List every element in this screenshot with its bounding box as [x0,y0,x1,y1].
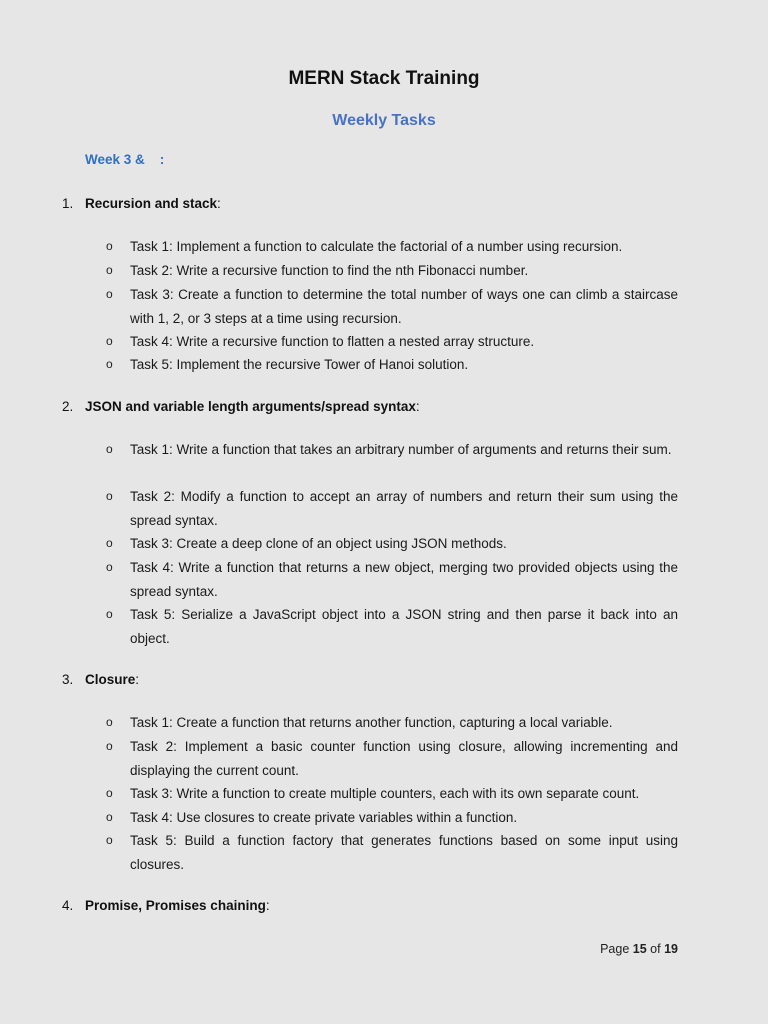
task-text: Task 1: Write a function that takes an arbitrary number of arguments and returns their sum. [130,442,672,457]
section-colon: : [217,196,221,211]
section-name: Promise, Promises chaining [85,898,266,913]
section-number: 4. [62,898,74,913]
list-item [106,735,678,782]
list-item [106,353,678,377]
task-text: Task 2: Modify a function to accept an array of numbers and return their sum using the spread syntax. [130,489,678,528]
section-name: Recursion and stack [85,196,218,211]
document-subtitle: Weekly Tasks [332,112,436,129]
section-heading [62,196,221,211]
list-item [106,711,678,735]
list-item [106,829,678,876]
list-item [106,603,678,650]
week-label: Week 3 & : [85,152,165,167]
list-item [106,485,678,532]
list-item [106,235,678,259]
list-item [106,532,678,556]
section-number: 3. [62,672,74,687]
list-item [106,259,678,283]
bullet-icon: o [106,489,113,503]
list-item [106,438,678,462]
bullet-icon: o [106,239,113,253]
bullet-icon: o [106,786,113,800]
task-text: Task 1: Create a function that returns another function, capturing a local variable. [130,715,613,730]
bullet-icon: o [106,357,113,371]
bullet-icon: o [106,263,113,277]
section-colon: : [415,399,420,414]
list-item [106,283,678,330]
current-page: 15 [632,942,647,956]
list-item [106,556,678,603]
list-item [106,330,678,354]
bullet-icon: o [106,287,113,301]
bullet-icon: o [106,739,113,753]
bullet-icon: o [106,560,113,574]
page-word: Page [600,942,630,956]
bullet-icon: o [106,536,113,550]
task-text: Task 4: Write a recursive function to flatten a nested array structure. [130,334,535,349]
bullet-icon: o [106,607,113,621]
section-name: JSON and variable length arguments/spread syntax [85,399,416,414]
section-heading [62,672,139,687]
task-text: Task 1: Implement a function to calculate the factorial of a number using recursion. [130,239,623,254]
bullet-icon: o [106,334,113,348]
bullet-icon: o [106,442,113,456]
task-text: Task 2: Write a recursive function to find the nth Fibonacci number. [130,263,529,278]
page-number [600,942,678,956]
task-text: Task 4: Write a function that returns a new object, merging two provided objects using the spread syntax. [130,560,678,599]
task-text: Task 5: Build a function factory that generates functions based on some input using closures. [130,833,678,872]
task-text: Task 2: Implement a basic counter function using closure, allowing incrementing and displaying the current count. [130,739,678,778]
list-item [106,806,678,830]
section-heading [62,399,420,414]
document-title: MERN Stack Training [288,68,480,89]
list-item [106,782,678,806]
task-text: Task 3: Create a deep clone of an object using JSON methods. [130,536,507,551]
section-colon: : [135,672,140,687]
section-heading [62,898,270,913]
task-text: Task 3: Create a function to determine the total number of ways one can climb a staircase with 1, 2, or 3 steps at a time using recursion. [130,287,678,326]
section-colon: : [265,898,270,913]
section-name: Closure [85,672,136,687]
task-text: Task 5: Serialize a JavaScript object into a JSON string and then parse it back into an object. [130,607,678,646]
task-text: Task 3: Write a function to create multiple counters, each with its own separate count. [130,786,640,801]
of-word: of [650,942,661,956]
bullet-icon: o [106,833,113,847]
total-pages: 19 [664,942,678,956]
bullet-icon: o [106,810,113,824]
task-text: Task 4: Use closures to create private variables within a function. [130,810,518,825]
section-number: 1. [62,196,74,211]
bullet-icon: o [106,715,113,729]
task-text: Task 5: Implement the recursive Tower of Hanoi solution. [130,357,469,372]
section-number: 2. [62,399,74,414]
